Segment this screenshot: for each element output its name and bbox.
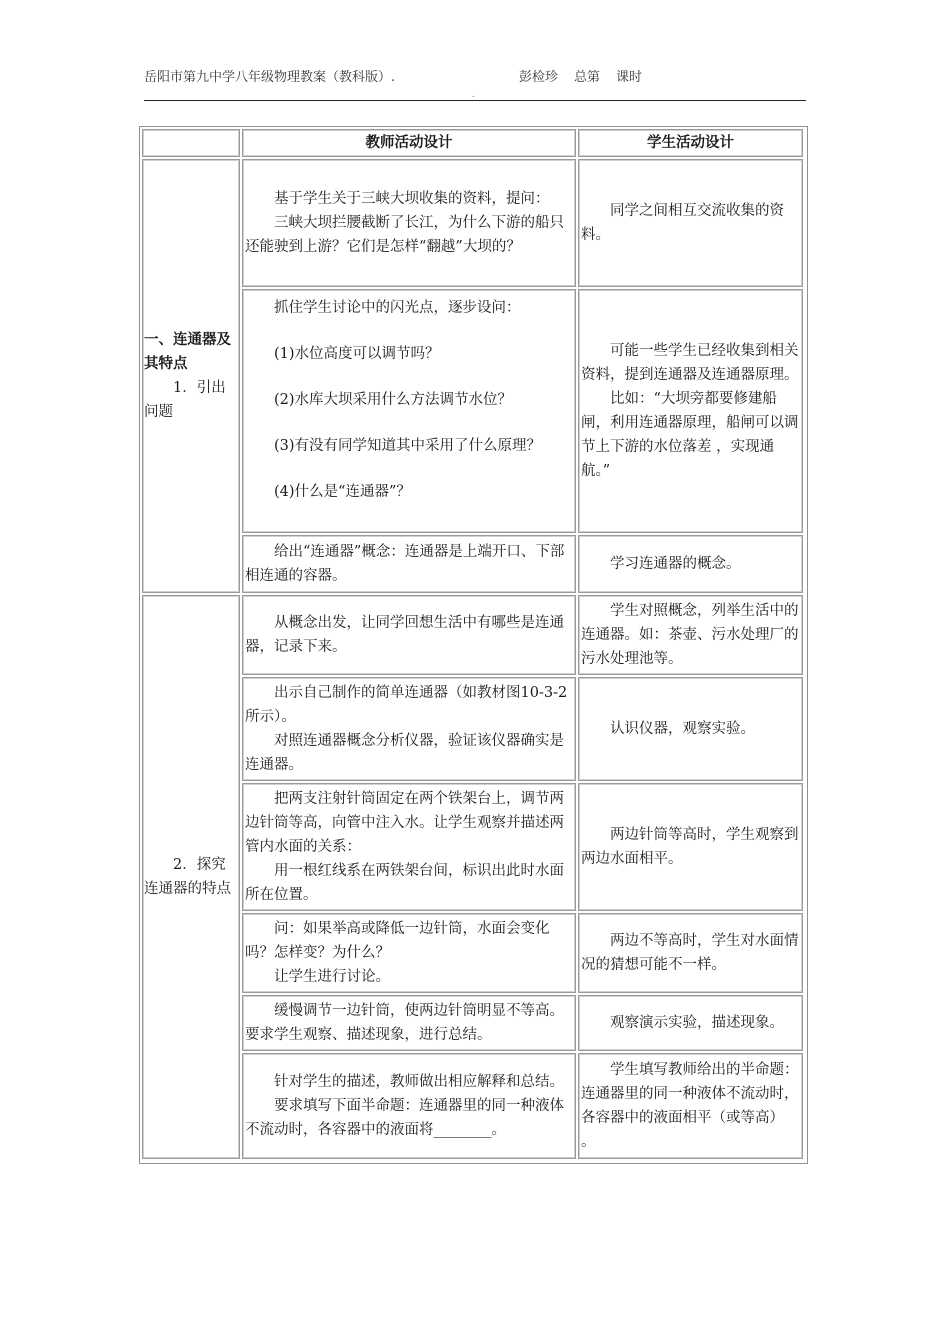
section2-subtitle: 2．探究连通器的特点 bbox=[144, 857, 231, 897]
section2-label-cell bbox=[142, 595, 240, 1159]
student-text: 认识仪器，观察实验。 bbox=[610, 721, 755, 737]
student-text: 可能一些学生已经收集到相关资料，提到连通器及连通器原理。 bbox=[581, 343, 799, 383]
teacher-text: 问：如果举高或降低一边针筒，水面会变化吗？怎样变？为什么？ bbox=[245, 921, 550, 961]
section1-title: 一、连通器及其特点 bbox=[144, 332, 231, 372]
teacher-text: 用一根红线系在两铁架台间，标识出此时水面所在位置。 bbox=[245, 863, 564, 903]
lesson-label: 课时 bbox=[616, 70, 643, 85]
question-item: (3)有没有同学知道其中采用了什么原理？ bbox=[274, 438, 542, 454]
student-text: 学习连通器的概念。 bbox=[610, 556, 741, 572]
teacher-text: 把两支注射针筒固定在两个铁架台上，调节两边针筒等高，向管中注入水。让学生观察并描述两管内水面的关系： bbox=[245, 791, 564, 855]
s2-r1-teacher bbox=[242, 595, 576, 675]
corner-header-cell bbox=[142, 129, 240, 157]
s2-r4-teacher bbox=[242, 913, 576, 993]
header-dot: . bbox=[472, 90, 475, 99]
s2-r1-student bbox=[578, 595, 803, 675]
teacher-text: 缓慢调节一边针筒，使两边针筒明显不等高。要求学生观察、描述现象，进行总结。 bbox=[245, 1003, 564, 1043]
section1-subtitle: 1．引出问题 bbox=[144, 380, 226, 420]
s1-r3-student bbox=[578, 535, 803, 593]
question-item: (1)水位高度可以调节吗？ bbox=[274, 346, 440, 362]
s2-r5-student bbox=[578, 995, 803, 1051]
document-title: 岳阳市第九中学八年级物理教案（教科版）. bbox=[144, 70, 396, 85]
student-text: 学生对照概念，列举生活中的连通器。如：茶壶、污水处理厂的污水处理池等。 bbox=[581, 603, 799, 667]
page-header bbox=[144, 66, 806, 86]
student-column-header: 学生活动设计 bbox=[578, 129, 803, 157]
s2-r6-teacher bbox=[242, 1053, 576, 1159]
section1-label-cell bbox=[142, 159, 240, 593]
teacher-text: 抓住学生讨论中的闪光点，逐步设问： bbox=[274, 300, 521, 316]
s2-r2-teacher bbox=[242, 677, 576, 781]
teacher-text: 要求填写下面半命题：连通器里的同一种液体不流动时，各容器中的液面将________。 bbox=[245, 1098, 564, 1138]
header-divider bbox=[144, 100, 806, 101]
teacher-text: 针对学生的描述，教师做出相应解释和总结。 bbox=[274, 1074, 564, 1090]
s1-r2-student bbox=[578, 289, 803, 533]
teacher-text: 对照连通器概念分析仪器，验证该仪器确实是连通器。 bbox=[245, 733, 564, 773]
teacher-text: 给出“连通器”概念：连通器是上端开口、下部相连通的容器。 bbox=[245, 544, 565, 584]
question-item: (2)水库大坝采用什么方法调节水位？ bbox=[274, 392, 513, 408]
teacher-column-header: 教师活动设计 bbox=[242, 129, 576, 157]
teacher-text: 基于学生关于三峡大坝收集的资料，提问： bbox=[274, 191, 550, 207]
student-text: 学生填写教师给出的半命题：连通器里的同一种液体不流动时，各容器中的液面相平（或等高） 。 bbox=[581, 1062, 799, 1150]
student-text: 两边针筒等高时，学生观察到两边水面相平。 bbox=[581, 827, 799, 867]
s2-r4-student bbox=[578, 913, 803, 993]
teacher-text: 出示自己制作的简单连通器（如教材图10-3-2 所示）。 bbox=[245, 685, 568, 725]
teacher-text: 从概念出发，让同学回想生活中有哪些是连通器，记录下来。 bbox=[245, 615, 564, 655]
s1-r1-student bbox=[578, 159, 803, 287]
teacher-text: 让学生进行讨论。 bbox=[274, 969, 390, 985]
s2-r5-teacher bbox=[242, 995, 576, 1051]
author-name: 彭检珍 bbox=[519, 70, 559, 85]
question-item: (4)什么是“连通器”？ bbox=[274, 484, 411, 500]
student-text: 同学之间相互交流收集的资料。 bbox=[581, 203, 784, 243]
student-text: 两边不等高时，学生对水面情况的猜想可能不一样。 bbox=[581, 933, 799, 973]
s2-r2-student bbox=[578, 677, 803, 781]
s2-r3-teacher bbox=[242, 783, 576, 911]
total-label: 总第 bbox=[574, 70, 601, 85]
s1-r2-teacher bbox=[242, 289, 576, 533]
s2-r3-student bbox=[578, 783, 803, 911]
teacher-text: 三峡大坝拦腰截断了长江，为什么下游的船只还能驶到上游？它们是怎样“翻越”大坝的？ bbox=[245, 215, 564, 255]
s1-r1-teacher bbox=[242, 159, 576, 287]
header-meta bbox=[519, 66, 658, 85]
s2-r6-student bbox=[578, 1053, 803, 1159]
s1-r3-teacher bbox=[242, 535, 576, 593]
student-text: 观察演示实验，描述现象。 bbox=[610, 1015, 784, 1031]
lesson-plan-table bbox=[139, 126, 808, 1164]
student-text: 比如：“大坝旁都要修建船闸，利用连通器原理，船闸可以调节上下游的水位落差 ，实现通航。” bbox=[581, 391, 799, 479]
